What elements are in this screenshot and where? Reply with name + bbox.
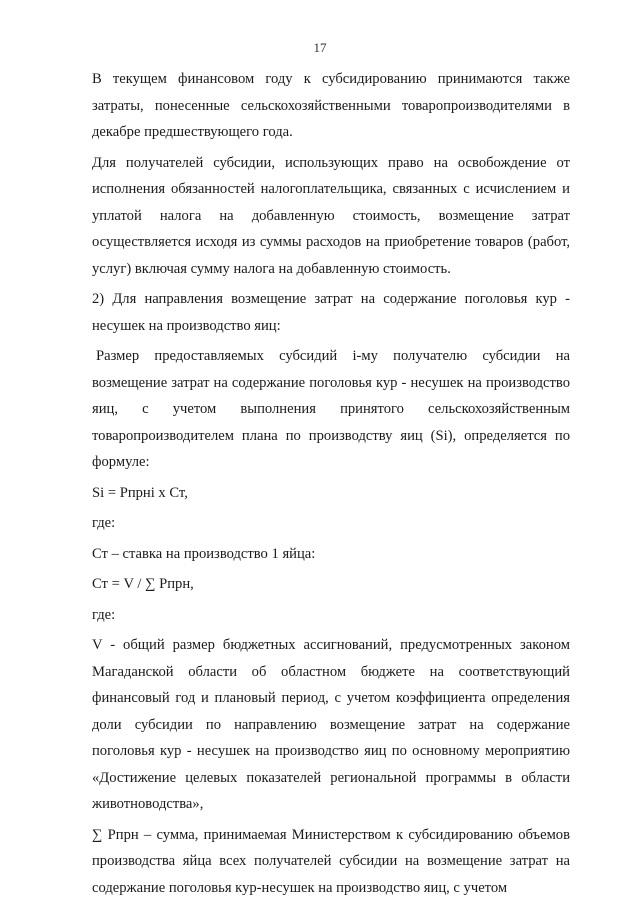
paragraph-direction-2: 2) Для направления возмещение затрат на содержание поголовья кур - несушек на производство яиц: <box>92 291 570 334</box>
formula-st: Ст = V / ∑ Рпрн, <box>92 576 194 592</box>
paragraph-prior-year-costs: В текущем финансовом году к субсидированию принимаются также затраты, понесенные сельскохозяйственными товаропроизводителями в декабре предшествующего года. <box>92 71 570 140</box>
where-label: где: <box>92 606 116 623</box>
definition-sum-rprn: ∑ Рпрн – сумма, принимаемая Министерством к субсидированию объемов производства яйца всех получателей субсидии на возмещение затрат на содержание поголовья кур-несушек на производство яиц, с учетом <box>92 826 570 896</box>
definition-v: V - общий размер бюджетных ассигнований, предусмотренных законом Магаданской области об областном бюджете на соответствующий финансовый год и плановый период, с учетом коэффициента определения доли субсидии по направлению возмещение затрат на содержание поголовья кур - несушек на производство яиц по основному мероприятию «Достижение целевых показателей региональной программы в области животноводства», <box>92 637 570 812</box>
paragraph-vat-exemption: Для получателей субсидии, использующих право на освобождение от исполнения обязанностей налогоплательщика, связанных с исчислением и уплатой налога на добавленную стоимость, возмещение затрат осуществляется исходя из суммы расходов на приобретение товаров (работ, услуг) включая сумму налога на добавленную стоимость. <box>92 154 570 277</box>
page-number: 17 <box>313 40 327 55</box>
where-label: где: <box>92 515 116 531</box>
paragraph-subsidy-size: Размер предоставляемых субсидий i-му получателю субсидии на возмещение затрат на содержание поголовья кур - несушек на производство яиц, с учетом выполнения принятого сельскохозяйственным товаропроизводителем плана по производству яиц (Si), определяется по формуле: <box>92 348 570 470</box>
formula-si: Si = Рпрнi х Ст, <box>92 484 188 501</box>
definition-st: Ст – ставка на производство 1 яйца: <box>92 545 316 562</box>
document-body <box>92 66 570 901</box>
